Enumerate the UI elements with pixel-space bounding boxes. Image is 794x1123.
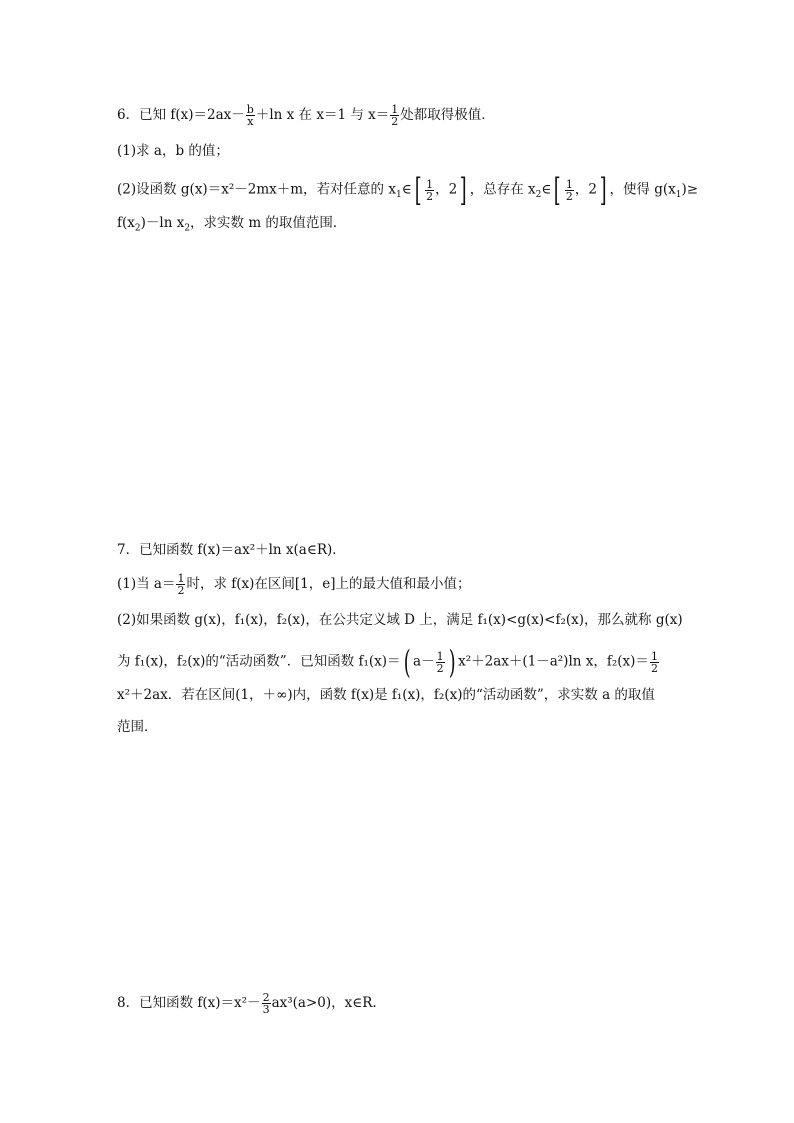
problem-7-stem: 7．已知函数 f(x)＝ax²＋ln x(a∈R)． (117, 542, 346, 558)
problem-7-part-2-line-4: 范围． (117, 719, 158, 735)
fraction-two-thirds: $\frac{2}{3}$ (262, 991, 270, 1016)
problem-7-part-2-line-2: 为 f₁(x)，f₂(x)的“活动函数”．已知函数 f₁(x)＝( a－ $\frac{1}{2}$ ) x²＋2ax＋(1－a²)ln x，f₂(x)＝ $\frac{1}{2}$ (117, 643, 658, 681)
fraction-one-half: $\frac{1}{2}$ (436, 649, 444, 675)
fraction-b-over-x: $\frac{b}{x}$ (246, 103, 254, 128)
problem-8-number: 8． (117, 995, 140, 1011)
problem-7-part-2-line-3: x²＋2ax．若在区间(1，＋∞)内，函数 f(x)是 f₁(x)，f₂(x)的“活动函数”，求实数 a 的取值 (117, 687, 655, 703)
fraction-one-half: $\frac{1}{2}$ (650, 649, 658, 675)
fraction-one-half: $\frac{1}{2}$ (391, 103, 399, 128)
problem-7-number: 7． (117, 542, 140, 558)
problem-6-part-1: (1)求 a，b 的值； (117, 143, 229, 159)
problem-6-number: 6． (117, 107, 140, 123)
fraction-one-half: $\frac{1}{2}$ (177, 572, 185, 597)
problem-6-part-2: (2)设函数 g(x)＝x²－2mx＋m，若对任意的 $x_1\in$[ $\frac{1}{2}$ ，2] ，总存在 $x_2\in$[ $\frac{1}{2}$ ，2] ，使得 $g(x_1)\ge$ (117, 171, 699, 209)
interval-2-fraction: $\frac{1}{2}$ (565, 177, 573, 203)
problem-6-stem: 6．已知 f(x)＝2ax－ $\frac{b}{x}$ ＋ln x 在 x＝1 与 x＝ $\frac{1}{2}$ 处都取得极值． (117, 103, 495, 128)
problem-7-part-2-line-1: (2)如果函数 g(x)，f₁(x)，f₂(x)，在公共定义域 D 上，满足 f₁(x)<g(x)<f₂(x)，那么就称 g(x) (117, 612, 683, 628)
problem-7-part-1: (1)当 a＝ $\frac{1}{2}$ 时，求 f(x)在区间[1，e]上的最大值和最小值； (117, 572, 471, 597)
problem-6-part-2-continued: $f(x_2)-\ln$ $x_2$，求实数 m 的取值范围． (117, 215, 347, 234)
problem-8-stem: 8．已知函数 f(x)＝x²－ $\frac{2}{3}$ ax³(a>0)，x∈R. (117, 991, 377, 1016)
interval-1-fraction: $\frac{1}{2}$ (426, 177, 434, 203)
